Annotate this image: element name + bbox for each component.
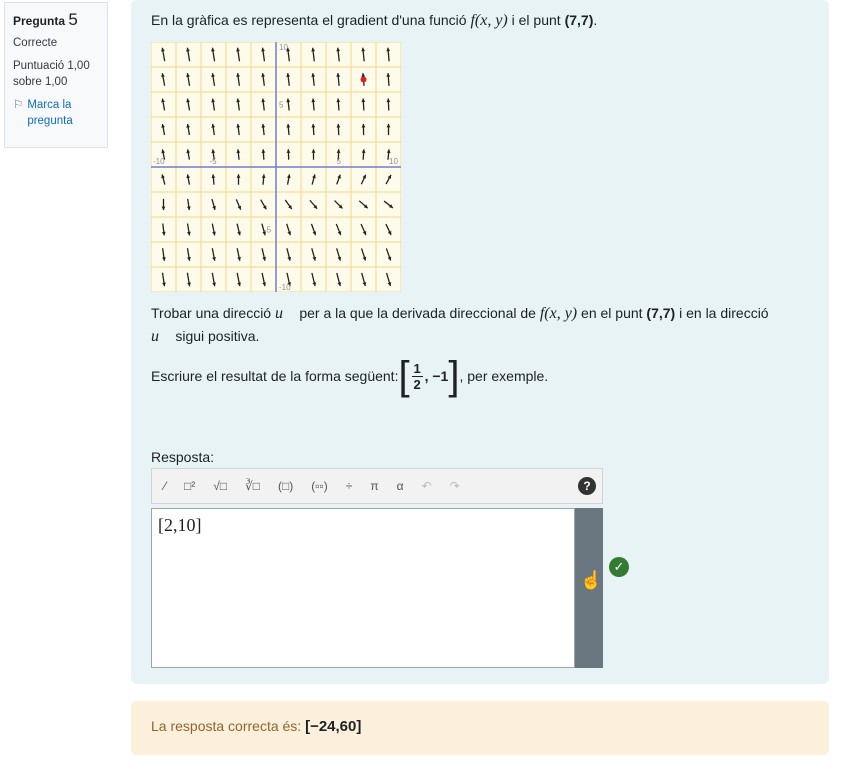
gradient-arrowhead	[237, 174, 241, 178]
gradient-arrowhead	[386, 73, 390, 77]
gradient-arrowhead	[361, 73, 365, 77]
gradient-arrowhead	[286, 124, 290, 128]
gradient-arrowhead	[336, 124, 340, 128]
gradient-arrowhead	[361, 48, 365, 52]
axis-tick-label: 5	[336, 157, 341, 166]
pi-icon[interactable]: π	[370, 479, 379, 493]
question-instructions: Trobar una direcció u⃗ per a la que la derivada direccional de f(x, y) en el punt (7,7) i en la direcció u⃗ sigui positiva.	[151, 305, 769, 346]
gradient-arrowhead	[386, 99, 390, 103]
gradient-field-plot	[151, 42, 401, 292]
axis-tick-label: -10	[153, 157, 165, 166]
alpha-icon[interactable]: α	[396, 479, 404, 493]
math-editor-toolbar	[151, 468, 603, 504]
axis-tick-label: 10	[279, 43, 288, 52]
question-number: Pregunta 5	[13, 10, 78, 29]
gradient-arrowhead	[336, 73, 340, 77]
hand-icon: ☝	[580, 570, 603, 590]
gradient-arrowhead	[311, 124, 315, 128]
gradient-arrowhead	[386, 48, 390, 52]
axis-tick-label: -5	[209, 157, 217, 166]
question-info	[4, 2, 108, 148]
correct-answer-value: [−24,60]	[305, 718, 362, 735]
gradient-arrowhead	[387, 124, 391, 128]
axis-tick-label: 5	[279, 100, 284, 110]
gradient-arrowhead	[287, 149, 291, 153]
gradient-arrowhead	[336, 99, 340, 103]
answer-format-instructions: Escriure el resultat de la forma següent: [ $\frac{1}{2}$ , −1 ] , per exemple.	[151, 354, 549, 398]
gradient-arrowhead	[362, 149, 366, 153]
matrix-icon[interactable]: (▫▫)	[311, 479, 328, 493]
gradient-arrowhead	[162, 207, 166, 211]
axis-tick-label: 10	[389, 157, 398, 166]
gradient-arrowhead	[362, 124, 366, 128]
gradient-arrowhead	[337, 149, 341, 153]
gradient-arrowhead	[211, 174, 215, 178]
answer-input[interactable]: [2,10]	[151, 508, 575, 668]
fraction-icon[interactable]: ⁄	[164, 479, 167, 493]
gradient-arrowhead	[387, 149, 391, 153]
feedback-label: La resposta correcta és:	[151, 718, 306, 734]
correct-check-icon: ✓	[609, 557, 629, 577]
flag-icon: ⚐	[13, 99, 24, 112]
editor-resize-handle[interactable]	[575, 508, 603, 668]
superscript-icon[interactable]: □²	[184, 479, 196, 493]
gradient-arrowhead	[261, 124, 265, 128]
gradient-arrowhead	[262, 174, 266, 178]
help-icon[interactable]: ?	[578, 477, 596, 495]
parentheses-icon[interactable]: (□)	[278, 479, 294, 493]
gradient-arrowhead	[236, 149, 240, 153]
gradient-arrowhead	[361, 99, 365, 103]
gradient-arrowhead	[312, 149, 316, 153]
question-grade: Puntuació 1,00 sobre 1,00	[13, 60, 90, 88]
gradient-arrowhead	[336, 48, 340, 52]
point-marker	[361, 77, 367, 83]
answer-label: Resposta:	[151, 449, 215, 465]
divide-icon[interactable]: ÷	[345, 479, 353, 493]
question-formulation	[131, 0, 829, 684]
gradient-arrowhead	[261, 149, 265, 153]
undo-icon[interactable]: ↶	[421, 479, 432, 493]
flag-question-link[interactable]: ⚐ Marca la pregunta	[13, 98, 99, 129]
question-state: Correcte	[13, 36, 58, 49]
gradient-arrowhead	[311, 73, 315, 77]
redo-icon[interactable]: ↷	[449, 479, 460, 493]
correct-answer-feedback	[131, 701, 829, 755]
nthroot-icon[interactable]: ∛□	[245, 479, 261, 493]
gradient-arrowhead	[286, 99, 290, 103]
axis-tick-label: -10	[279, 283, 291, 292]
axis-tick-label: -5	[264, 225, 272, 235]
example-fraction: $\frac{1}{2}$	[413, 360, 421, 392]
gradient-arrowhead	[311, 99, 315, 103]
sqrt-icon[interactable]: √□	[213, 479, 228, 493]
question-intro: En la gràfica es representa el gradient d'una funció f(x, y) i el punt (7,7).	[151, 12, 598, 29]
